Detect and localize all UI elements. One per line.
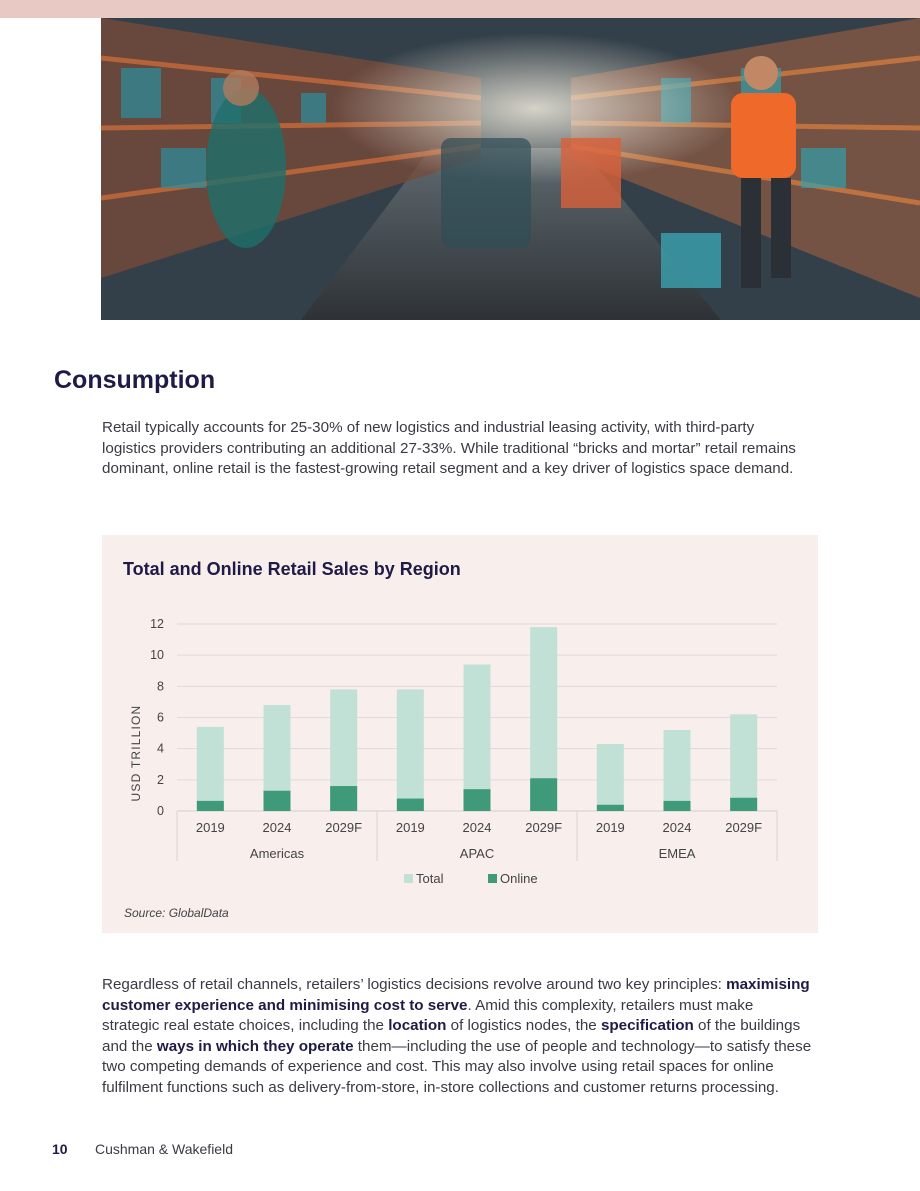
y-tick-label: 8 bbox=[157, 679, 164, 694]
bar-total-emea-2019 bbox=[597, 744, 624, 811]
body-paragraph bbox=[102, 975, 812, 1098]
bar-chart bbox=[102, 535, 818, 933]
legend bbox=[404, 871, 538, 886]
group-label: EMEA bbox=[658, 846, 696, 861]
intro-paragraph: Retail typically accounts for 25-30% of new logistics and industrial leasing activity, with third-party logistics providers contributing an additional 27-33%. While traditional “bricks and mortar” retail remains dominant, online retail is the fastest-growing retail segment and a key driver of logistics space demand. bbox=[102, 419, 796, 477]
bar-online-apac-2029f bbox=[530, 778, 557, 811]
legend-label-total: Total bbox=[416, 871, 444, 886]
chart-source: Source: GlobalData bbox=[124, 906, 229, 920]
bar-online-emea-2019 bbox=[597, 805, 624, 811]
body-highlight: specification bbox=[600, 1017, 694, 1034]
x-tick-label: 2024 bbox=[662, 820, 692, 835]
bar-online-americas-2019 bbox=[197, 801, 224, 811]
x-tick-label: 2019 bbox=[395, 820, 425, 835]
body-highlight: maximising customer experience and minimising cost to serve bbox=[102, 976, 810, 1014]
section-title: Consumption bbox=[54, 366, 216, 394]
x-tick-label: 2029F bbox=[525, 820, 563, 835]
x-tick-label: 2024 bbox=[462, 820, 492, 835]
group-labels bbox=[177, 811, 777, 861]
bar-total-apac-2019 bbox=[397, 689, 424, 811]
x-tick-labels bbox=[196, 820, 762, 835]
y-tick-label: 6 bbox=[157, 710, 164, 725]
body-text: . Amid this complexity, retailers must make strategic real estate choices, including the bbox=[102, 996, 754, 1034]
group-label: Americas bbox=[249, 846, 305, 861]
x-tick-label: 2019 bbox=[595, 820, 625, 835]
bar-online-apac-2019 bbox=[397, 799, 424, 811]
body-highlight: ways in which they operate bbox=[156, 1037, 354, 1055]
x-tick-label: 2019 bbox=[195, 820, 225, 835]
legend-label-online: Online bbox=[500, 871, 538, 886]
y-tick-label: 10 bbox=[150, 648, 164, 663]
y-tick-label: 4 bbox=[157, 741, 164, 756]
y-tick-labels bbox=[150, 617, 164, 818]
body-text: of logistics nodes, the bbox=[446, 1017, 601, 1034]
x-tick-label: 2029F bbox=[325, 820, 363, 835]
x-tick-label: 2024 bbox=[262, 820, 292, 835]
x-tick-label: 2029F bbox=[725, 820, 763, 835]
bar-online-emea-2029f bbox=[730, 798, 757, 811]
body-text: Regardless of retail channels, retailers’ logistics decisions revolve around two key principles: bbox=[102, 976, 727, 993]
footer-brand: Cushman & Wakefield bbox=[95, 1141, 233, 1157]
legend-swatch-total bbox=[404, 874, 413, 883]
bar-total-apac-2024 bbox=[464, 665, 491, 811]
body-highlight: location bbox=[388, 1017, 447, 1034]
top-color-band bbox=[0, 0, 920, 18]
bar-total-emea-2029f bbox=[730, 714, 757, 811]
warehouse-photo-illustration bbox=[101, 18, 920, 320]
bar-online-americas-2024 bbox=[264, 791, 291, 811]
legend-swatch-online bbox=[488, 874, 497, 883]
chart-title: Total and Online Retail Sales by Region bbox=[123, 559, 461, 579]
warehouse-photo bbox=[101, 18, 920, 320]
y-tick-label: 12 bbox=[150, 617, 164, 631]
bar-online-apac-2024 bbox=[464, 789, 491, 811]
bar-total-americas-2019 bbox=[197, 727, 224, 811]
y-tick-label: 2 bbox=[157, 772, 164, 787]
chart-panel bbox=[102, 535, 818, 933]
body-text: of the buildings and the bbox=[102, 1017, 801, 1055]
bar-online-americas-2029f bbox=[330, 786, 357, 811]
bar-online-emea-2024 bbox=[664, 801, 691, 811]
bar-total-emea-2024 bbox=[664, 730, 691, 811]
y-axis-label: USD TRILLION bbox=[129, 704, 143, 802]
group-label: APAC bbox=[459, 846, 495, 861]
y-tick-label: 0 bbox=[157, 804, 164, 818]
body-text: them—including the use of people and technology—to satisfy these two competing demands of experience and cost. This may also involve using retail spaces for online fulfilment functions such as delivery-from-store, in-store collections and customer returns processing. bbox=[102, 1037, 812, 1096]
page-number: 10 bbox=[52, 1141, 68, 1157]
